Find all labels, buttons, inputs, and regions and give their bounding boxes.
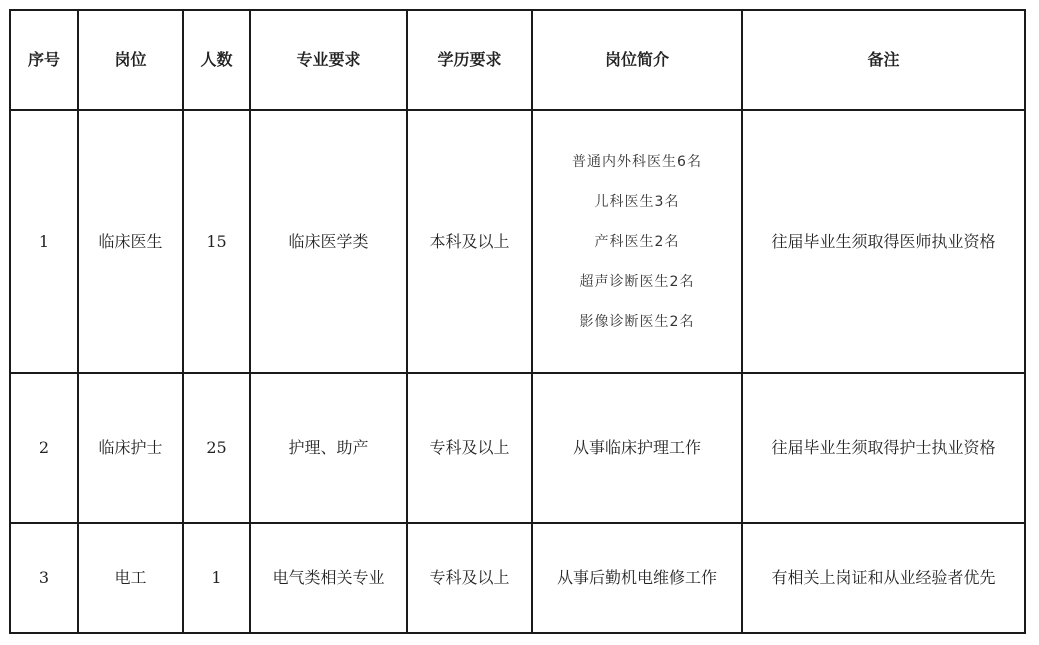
cell-position: 电工 [78,523,183,633]
cell-remark: 往届毕业生须取得医师执业资格 [742,110,1025,373]
cell-count: 1 [183,523,250,633]
table-row [10,110,1025,373]
list-item: 儿科医生3名 [594,193,680,210]
header-position: 岗位 [78,10,183,110]
cell-position: 临床护士 [78,373,183,523]
cell-count: 25 [183,373,250,523]
header-seq: 序号 [10,10,78,110]
list-item: 产科医生2名 [594,233,680,250]
intro-list [539,142,735,342]
list-item: 超声诊断医生2名 [579,273,695,290]
cell-remark: 往届毕业生须取得护士执业资格 [742,373,1025,523]
cell-education: 本科及以上 [407,110,532,373]
table-row [10,373,1025,523]
cell-education: 专科及以上 [407,373,532,523]
header-count: 人数 [183,10,250,110]
cell-intro: 从事后勤机电维修工作 [532,523,742,633]
table-header-row [10,10,1025,110]
cell-intro [532,110,742,373]
header-major: 专业要求 [250,10,407,110]
cell-major: 临床医学类 [250,110,407,373]
cell-count: 15 [183,110,250,373]
cell-education: 专科及以上 [407,523,532,633]
header-remark: 备注 [742,10,1025,110]
cell-position: 临床医生 [78,110,183,373]
cell-intro: 从事临床护理工作 [532,373,742,523]
recruitment-table [9,9,1026,634]
cell-major: 护理、助产 [250,373,407,523]
list-item: 普通内外科医生6名 [572,153,702,170]
list-item: 影像诊断医生2名 [579,313,695,330]
cell-seq: 3 [10,523,78,633]
header-intro: 岗位简介 [532,10,742,110]
table-row [10,523,1025,633]
header-education: 学历要求 [407,10,532,110]
cell-major: 电气类相关专业 [250,523,407,633]
cell-seq: 1 [10,110,78,373]
cell-seq: 2 [10,373,78,523]
cell-remark: 有相关上岗证和从业经验者优先 [742,523,1025,633]
